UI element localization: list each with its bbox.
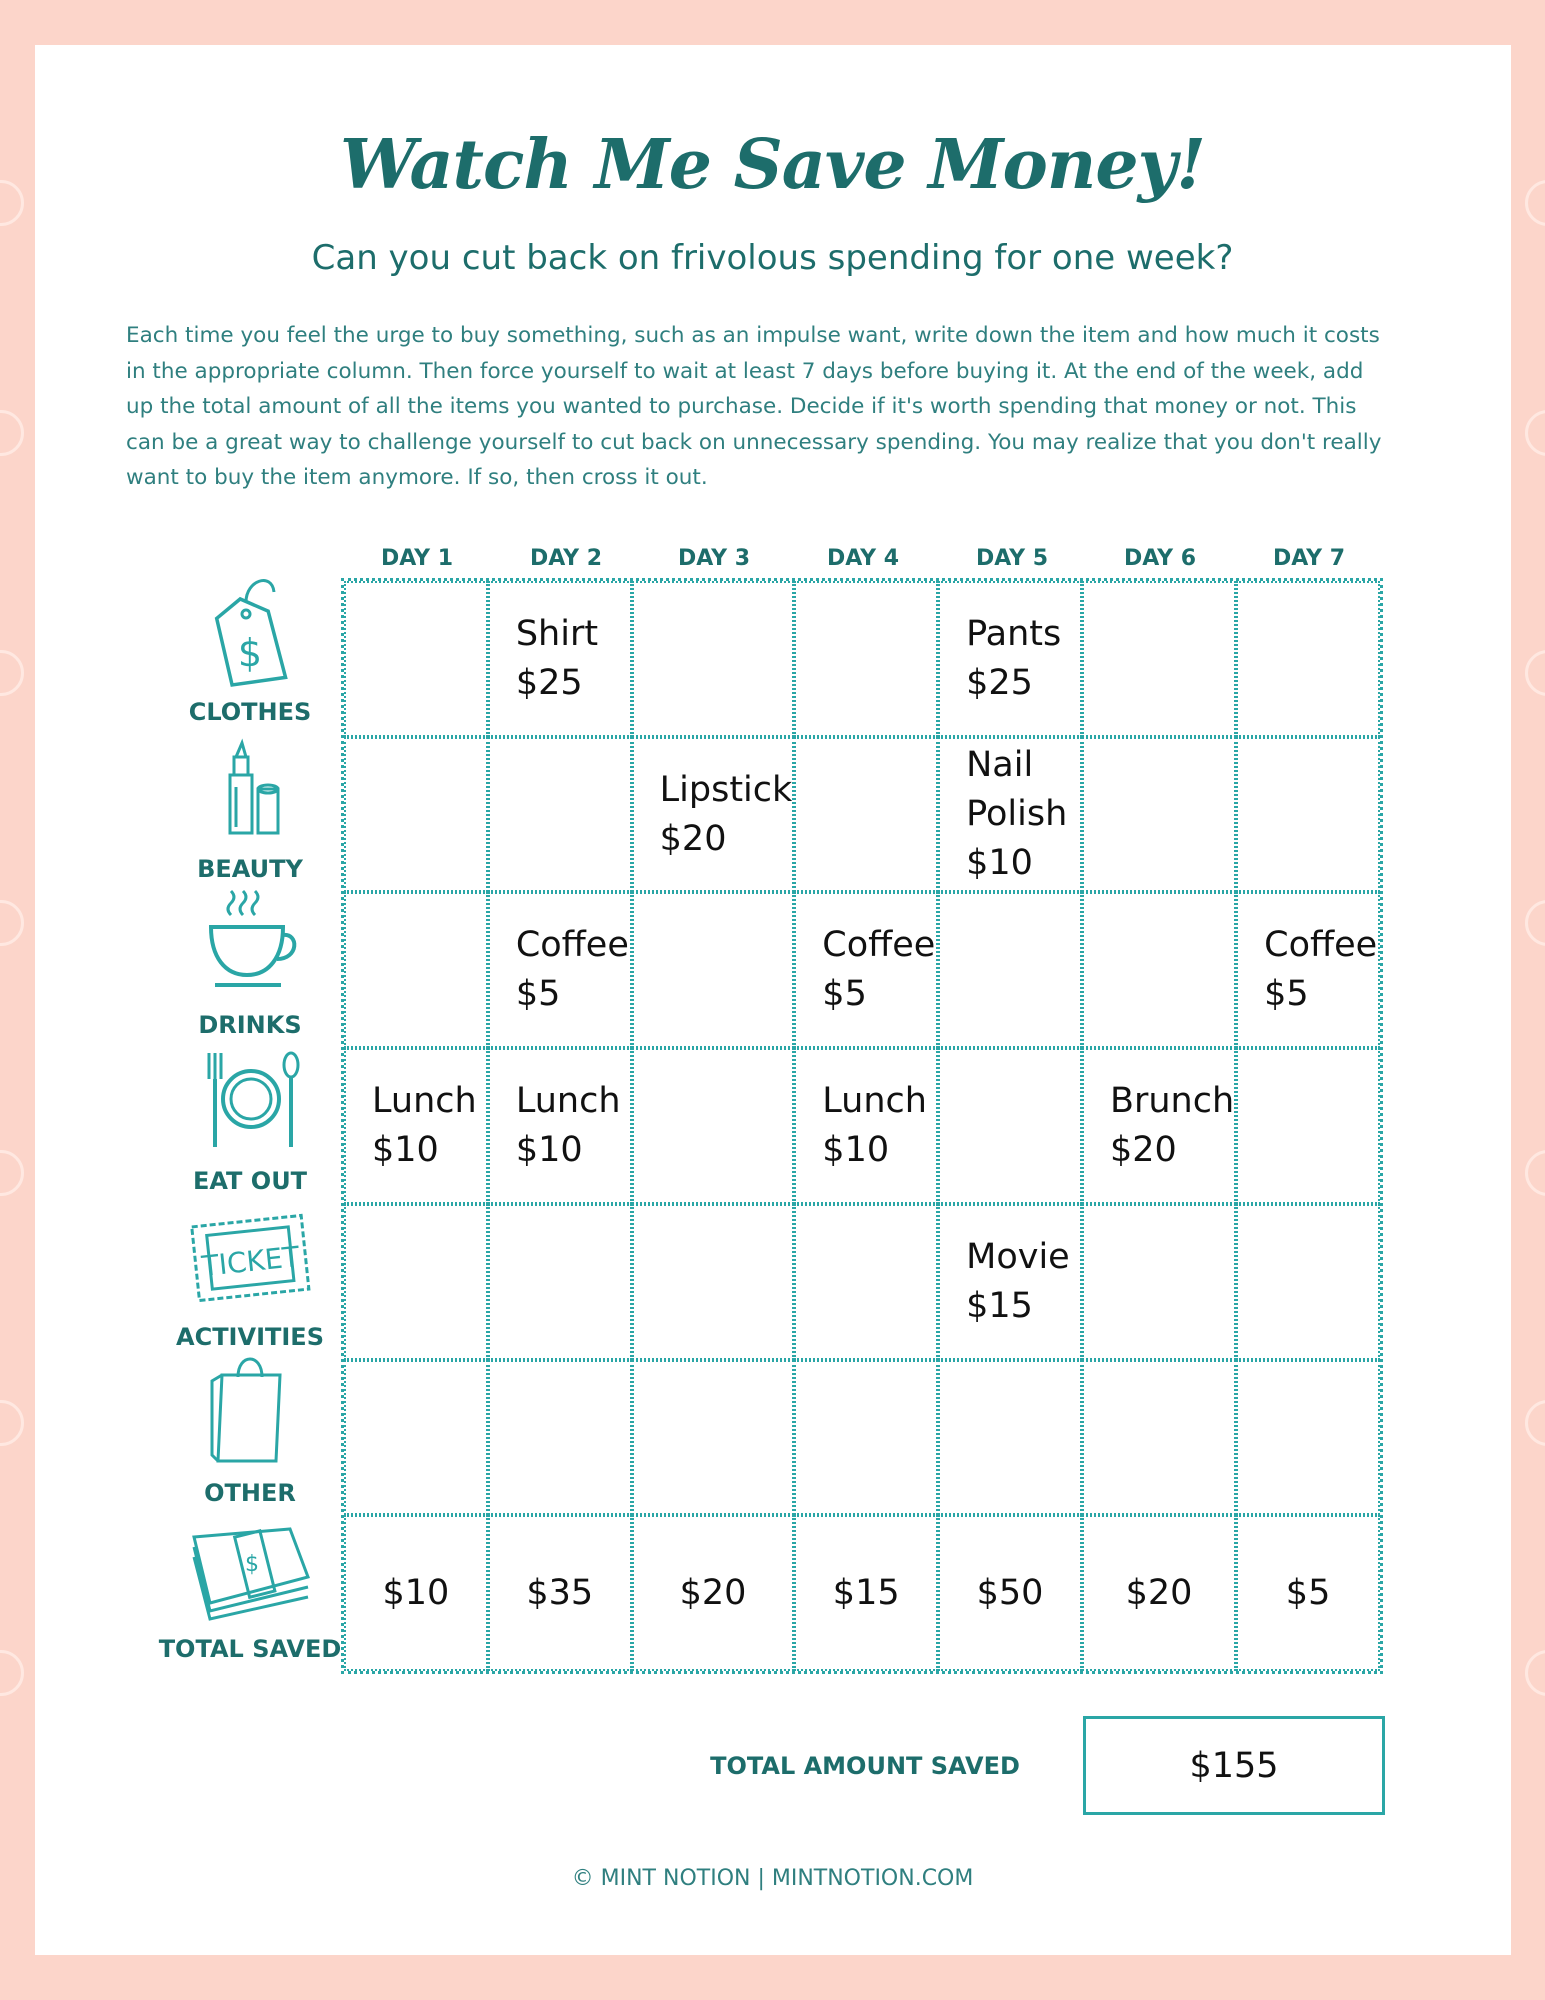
spending-grid [341, 578, 1383, 1674]
grid-cell[interactable] [1236, 1204, 1380, 1360]
grid-cell[interactable]: Coffee $5 [794, 892, 938, 1048]
category-label: TOTAL SAVED [158, 1635, 342, 1663]
grid-cell[interactable]: Lunch $10 [488, 1048, 632, 1204]
grid-cell[interactable] [1082, 1360, 1236, 1516]
daily-total-cell[interactable]: $15 [794, 1515, 938, 1671]
daily-total-cell[interactable]: $5 [1236, 1515, 1380, 1671]
category-label: EAT OUT [192, 1167, 308, 1195]
day-header: DAY 2 [529, 546, 603, 571]
grid-cell[interactable]: Lipstick $20 [632, 737, 795, 893]
grid-cell[interactable] [1082, 737, 1236, 893]
daily-total-cell[interactable]: $10 [344, 1515, 488, 1671]
grid-cell[interactable] [1236, 737, 1380, 893]
grid-cell[interactable] [632, 1360, 795, 1516]
grid-cell[interactable] [632, 1048, 795, 1204]
grid-cell[interactable] [344, 1204, 488, 1360]
grid-cell[interactable] [1082, 892, 1236, 1048]
grid-cell[interactable]: Coffee $5 [488, 892, 632, 1048]
day-header: DAY 3 [677, 546, 751, 571]
grid-cell[interactable] [938, 1048, 1082, 1204]
grid-cell[interactable] [344, 737, 488, 893]
grid-cell[interactable]: Movie $15 [938, 1204, 1082, 1360]
category-label: DRINKS [198, 1011, 302, 1039]
grid-cell[interactable] [344, 581, 488, 737]
daily-total-cell[interactable]: $20 [632, 1515, 795, 1671]
grid-cell[interactable] [938, 1360, 1082, 1516]
category-label: OTHER [204, 1479, 296, 1507]
svg-text:$: $ [237, 631, 263, 675]
grid-cell[interactable] [794, 1204, 938, 1360]
grid-cell[interactable] [488, 1204, 632, 1360]
daily-total-cell[interactable]: $35 [488, 1515, 632, 1671]
daily-total-cell[interactable]: $50 [938, 1515, 1082, 1671]
grid-cell[interactable] [632, 581, 795, 737]
day-header: DAY 6 [1123, 546, 1197, 571]
day-header: DAY 5 [975, 546, 1049, 571]
grid-cell[interactable]: Pants $25 [938, 581, 1082, 737]
instructions-paragraph: Each time you feel the urge to buy something, such as an impulse want, write down the item and how much it costs in the appropriate column. Then force yourself to wait at least 7 days before buying it. At the end of the week, add up the total amount of all the items you wanted to purchase. Decide if it's worth spending that money or not. This can be a great way to challenge yourself to cut back on unnecessary spending. You may realize that you don't really want to buy the item anymore. If so, then cross it out. [126, 323, 1382, 490]
grid-cell[interactable]: Nail Polish $10 [938, 737, 1082, 893]
total-amount-label: TOTAL AMOUNT SAVED [710, 1752, 1020, 1780]
day-header: DAY 1 [380, 546, 454, 571]
day-header: DAY 4 [826, 546, 900, 571]
svg-text:$: $ [245, 1552, 259, 1577]
ticket-icon [175, 1195, 325, 1315]
plate-cutlery-icon [195, 1039, 305, 1159]
grid-cell[interactable] [938, 892, 1082, 1048]
grid-cell[interactable] [1082, 1204, 1236, 1360]
page-title: Watch Me Save Money! [340, 125, 1205, 205]
grid-cell[interactable] [632, 892, 795, 1048]
svg-text:TICKET: TICKET [200, 1239, 302, 1283]
grid-cell[interactable] [794, 581, 938, 737]
grid-cell[interactable]: Lunch $10 [344, 1048, 488, 1204]
grid-cell[interactable] [794, 737, 938, 893]
category-label: ACTIVITIES [176, 1323, 324, 1351]
grid-cell[interactable] [1236, 1360, 1380, 1516]
category-total-saved [150, 1507, 350, 1663]
grid-cell[interactable]: Coffee $5 [1236, 892, 1380, 1048]
grid-cell[interactable]: Lunch $10 [794, 1048, 938, 1204]
grid-cell[interactable] [632, 1204, 795, 1360]
grid-cell[interactable] [344, 892, 488, 1048]
grid-cell[interactable] [1236, 581, 1380, 737]
lipstick-icon [210, 727, 290, 847]
category-beauty [150, 727, 350, 883]
grid-cell[interactable] [1236, 1048, 1380, 1204]
total-amount-field[interactable]: $155 [1083, 1716, 1385, 1815]
coffee-cup-icon [195, 883, 305, 1003]
grid-cell[interactable] [488, 1360, 632, 1516]
category-eat-out [150, 1039, 350, 1195]
category-other [150, 1351, 350, 1507]
grid-cell[interactable] [794, 1360, 938, 1516]
category-label: CLOTHES [188, 698, 312, 726]
page-subtitle: Can you cut back on frivolous spending for one week? [311, 238, 1234, 278]
category-label: BEAUTY [197, 855, 303, 883]
category-clothes [150, 570, 350, 726]
category-activities [150, 1195, 350, 1351]
grid-cell[interactable] [488, 737, 632, 893]
category-drinks [150, 883, 350, 1039]
grid-cell[interactable] [1082, 581, 1236, 737]
grid-cell[interactable]: Brunch $20 [1082, 1048, 1236, 1204]
grid-cell[interactable]: Shirt $25 [488, 581, 632, 737]
footer-credit: © MINT NOTION | MINTNOTION.COM [571, 1866, 974, 1891]
price-tag-icon [210, 570, 290, 690]
daily-total-cell[interactable]: $20 [1082, 1515, 1236, 1671]
shopping-bag-icon [200, 1351, 300, 1471]
grid-cell[interactable] [344, 1360, 488, 1516]
money-stack-icon [180, 1507, 320, 1627]
day-header: DAY 7 [1272, 546, 1346, 571]
